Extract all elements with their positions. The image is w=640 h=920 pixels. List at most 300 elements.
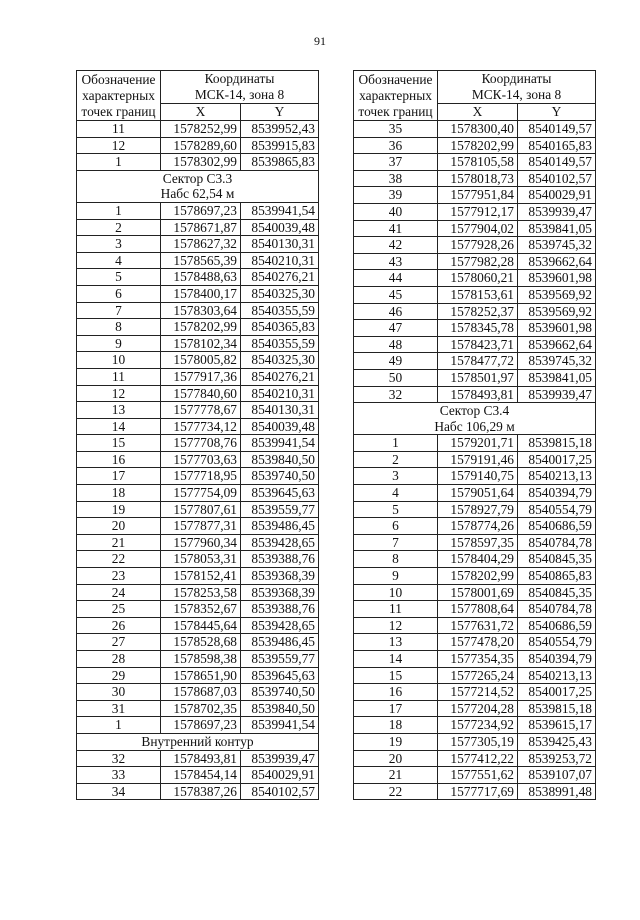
point-number: 1: [77, 154, 161, 171]
x-coordinate: 1578597,35: [438, 534, 518, 551]
y-coordinate: 8539601,98: [518, 320, 596, 337]
y-coordinate: 8540213,13: [518, 667, 596, 684]
table-row: [77, 551, 319, 568]
table-row: [354, 634, 596, 651]
point-number: 49: [354, 353, 438, 370]
section-line: Набс 106,29 м: [434, 418, 515, 434]
table-row: [77, 783, 319, 800]
point-number: 2: [77, 219, 161, 236]
table-row: [77, 418, 319, 435]
y-header: Y: [241, 104, 319, 121]
point-number: 25: [77, 601, 161, 618]
point-number: 45: [354, 286, 438, 303]
table-row: [354, 518, 596, 535]
x-coordinate: 1577478,20: [438, 634, 518, 651]
point-number: 43: [354, 253, 438, 270]
section-line: Набс 62,54 м: [160, 186, 235, 202]
table-row: [354, 617, 596, 634]
table-row: [77, 684, 319, 701]
table-row: [77, 468, 319, 485]
table-row: [77, 518, 319, 535]
point-number: 17: [77, 468, 161, 485]
section-line: Внутренний контур: [141, 733, 254, 749]
point-number: 7: [354, 534, 438, 551]
point-number: 15: [77, 435, 161, 452]
point-number: 29: [77, 667, 161, 684]
y-coordinate: 8540784,78: [518, 534, 596, 551]
x-coordinate: 1578697,23: [161, 717, 241, 734]
x-coordinate: 1578697,23: [161, 202, 241, 219]
y-coordinate: 8540865,83: [518, 568, 596, 585]
point-number: 4: [354, 485, 438, 502]
table-row: [77, 667, 319, 684]
x-coordinate: 1578400,17: [161, 285, 241, 302]
table-row: [354, 386, 596, 403]
table-row: [354, 154, 596, 171]
point-number: 33: [77, 767, 161, 784]
point-number: 1: [354, 435, 438, 452]
y-coordinate: 8540325,30: [241, 352, 319, 369]
x-coordinate: 1577912,17: [438, 203, 518, 220]
y-coordinate: 8539815,18: [518, 700, 596, 717]
x-coordinate: 1578253,58: [161, 584, 241, 601]
x-coordinate: 1578528,68: [161, 634, 241, 651]
table-row: [77, 335, 319, 352]
point-number: 10: [354, 584, 438, 601]
x-coordinate: 1577204,28: [438, 700, 518, 717]
x-coordinate: 1577928,26: [438, 237, 518, 254]
table-row: [354, 501, 596, 518]
header-line: Координаты: [481, 71, 552, 86]
x-coordinate: 1578493,81: [161, 750, 241, 767]
y-coordinate: 8539615,17: [518, 717, 596, 734]
y-coordinate: 8539915,83: [241, 137, 319, 154]
point-number: 31: [77, 700, 161, 717]
table-row: [77, 285, 319, 302]
x-coordinate: 1578018,73: [438, 170, 518, 187]
point-number: 30: [77, 684, 161, 701]
x-coordinate: 1578352,67: [161, 601, 241, 618]
x-coordinate: 1577982,28: [438, 253, 518, 270]
point-number: 27: [77, 634, 161, 651]
y-coordinate: 8540029,91: [241, 767, 319, 784]
table-row: [77, 534, 319, 551]
point-number: 12: [354, 617, 438, 634]
point-number: 14: [77, 418, 161, 435]
table-row: [77, 319, 319, 336]
point-number: 44: [354, 270, 438, 287]
table-row: [77, 485, 319, 502]
x-coordinate: 1578598,38: [161, 651, 241, 668]
header-line: МСК-14, зона 8: [471, 87, 562, 102]
point-number: 39: [354, 187, 438, 204]
table-row: [354, 468, 596, 485]
x-coordinate: 1578774,26: [438, 518, 518, 535]
point-number: 21: [354, 767, 438, 784]
y-coordinate: 8539662,64: [518, 336, 596, 353]
section-row: [354, 403, 596, 435]
y-coordinate: 8539840,50: [241, 700, 319, 717]
point-number: 19: [77, 501, 161, 518]
x-coordinate: 1578202,99: [438, 137, 518, 154]
header-line: Обозначение: [358, 71, 433, 87]
y-coordinate: 8540845,35: [518, 551, 596, 568]
x-header: X: [161, 104, 241, 121]
y-coordinate: 8539865,83: [241, 154, 319, 171]
y-header: Y: [518, 104, 596, 121]
point-number: 16: [77, 451, 161, 468]
y-coordinate: 8540325,30: [241, 285, 319, 302]
point-number: 50: [354, 369, 438, 386]
y-coordinate: 8539841,05: [518, 220, 596, 237]
x-coordinate: 1578053,31: [161, 551, 241, 568]
x-coordinate: 1577631,72: [438, 617, 518, 634]
y-coordinate: 8539662,64: [518, 253, 596, 270]
table-row: [354, 684, 596, 701]
y-coordinate: 8540686,59: [518, 617, 596, 634]
point-number: 8: [77, 319, 161, 336]
x-coordinate: 1579191,46: [438, 451, 518, 468]
header-line: точек границ: [358, 103, 433, 119]
x-coordinate: 1579201,71: [438, 435, 518, 452]
table-row: [354, 237, 596, 254]
y-coordinate: 8540165,83: [518, 137, 596, 154]
coordinates-table-body: [354, 71, 596, 800]
x-coordinate: 1577904,02: [438, 220, 518, 237]
y-coordinate: 8539388,76: [241, 601, 319, 618]
y-coordinate: 8540276,21: [241, 269, 319, 286]
y-coordinate: 8540149,57: [518, 121, 596, 138]
x-coordinate: 1577354,35: [438, 651, 518, 668]
x-coordinate: 1577877,31: [161, 518, 241, 535]
section-line: Сектор С3.4: [439, 403, 510, 419]
x-coordinate: 1578302,99: [161, 154, 241, 171]
table-row: [77, 750, 319, 767]
x-coordinate: 1577951,84: [438, 187, 518, 204]
table-row: [354, 767, 596, 784]
point-number: 35: [354, 121, 438, 138]
y-coordinate: 8539559,77: [241, 651, 319, 668]
header-line: Координаты: [204, 71, 275, 86]
y-coordinate: 8540210,31: [241, 252, 319, 269]
table-row: [354, 121, 596, 138]
y-coordinate: 8540276,21: [241, 368, 319, 385]
x-coordinate: 1578153,61: [438, 286, 518, 303]
y-coordinate: 8539815,18: [518, 435, 596, 452]
coordinates-table-right: [353, 70, 596, 800]
coordinates-table-left: [76, 70, 319, 800]
x-coordinate: 1578060,21: [438, 270, 518, 287]
point-designation-header: [77, 71, 161, 121]
table-row: [77, 501, 319, 518]
point-number: 36: [354, 137, 438, 154]
y-coordinate: 8539941,54: [241, 435, 319, 452]
y-coordinate: 8539569,92: [518, 286, 596, 303]
y-coordinate: 8540784,78: [518, 601, 596, 618]
point-number: 22: [354, 783, 438, 800]
x-coordinate: 1577234,92: [438, 717, 518, 734]
point-number: 3: [77, 236, 161, 253]
x-coordinate: 1579051,64: [438, 485, 518, 502]
point-number: 9: [354, 568, 438, 585]
point-number: 13: [77, 402, 161, 419]
point-number: 9: [77, 335, 161, 352]
table-row: [354, 568, 596, 585]
x-coordinate: 1578454,14: [161, 767, 241, 784]
x-coordinate: 1577734,12: [161, 418, 241, 435]
table-row: [354, 336, 596, 353]
table-row: [77, 584, 319, 601]
y-coordinate: 8539952,43: [241, 121, 319, 138]
table-row: [354, 253, 596, 270]
x-coordinate: 1577840,60: [161, 385, 241, 402]
point-number: 11: [354, 601, 438, 618]
header-line: точек границ: [81, 103, 156, 119]
section-title: [354, 403, 596, 435]
y-coordinate: 8540029,91: [518, 187, 596, 204]
table-row: [354, 733, 596, 750]
point-number: 37: [354, 154, 438, 171]
x-coordinate: 1578289,60: [161, 137, 241, 154]
table-row: [354, 203, 596, 220]
x-coordinate: 1578404,29: [438, 551, 518, 568]
point-number: 18: [354, 717, 438, 734]
y-coordinate: 8539740,50: [241, 468, 319, 485]
table-row: [354, 286, 596, 303]
header-line: Обозначение: [81, 71, 156, 87]
x-coordinate: 1577807,61: [161, 501, 241, 518]
header-line: МСК-14, зона 8: [194, 87, 285, 102]
y-coordinate: 8540039,48: [241, 418, 319, 435]
y-coordinate: 8539740,50: [241, 684, 319, 701]
point-number: 6: [354, 518, 438, 535]
point-number: 46: [354, 303, 438, 320]
y-coordinate: 8539428,65: [241, 534, 319, 551]
x-coordinate: 1578202,99: [161, 319, 241, 336]
y-coordinate: 8540102,57: [518, 170, 596, 187]
point-number: 2: [354, 451, 438, 468]
x-coordinate: 1578152,41: [161, 568, 241, 585]
table-row: [77, 634, 319, 651]
section-row: [77, 733, 319, 750]
point-number: 12: [77, 137, 161, 154]
y-coordinate: 8539253,72: [518, 750, 596, 767]
x-coordinate: 1577551,62: [438, 767, 518, 784]
y-coordinate: 8540213,13: [518, 468, 596, 485]
x-coordinate: 1578252,99: [161, 121, 241, 138]
table-row: [354, 651, 596, 668]
header-line: характерных: [359, 87, 432, 103]
table-row: [354, 551, 596, 568]
x-coordinate: 1578445,64: [161, 617, 241, 634]
y-coordinate: 8539388,76: [241, 551, 319, 568]
x-coordinate: 1578651,90: [161, 667, 241, 684]
x-coordinate: 1578927,79: [438, 501, 518, 518]
y-coordinate: 8539745,32: [518, 353, 596, 370]
y-coordinate: 8539425,43: [518, 733, 596, 750]
point-number: 16: [354, 684, 438, 701]
point-designation-header: [354, 71, 438, 121]
point-number: 11: [77, 368, 161, 385]
x-coordinate: 1578493,81: [438, 386, 518, 403]
y-coordinate: 8539428,65: [241, 617, 319, 634]
point-number: 20: [354, 750, 438, 767]
point-number: 1: [77, 717, 161, 734]
point-number: 1: [77, 202, 161, 219]
table-row: [77, 617, 319, 634]
y-coordinate: 8539841,05: [518, 369, 596, 386]
x-coordinate: 1578387,26: [161, 783, 241, 800]
point-number: 10: [77, 352, 161, 369]
header-line: характерных: [82, 87, 155, 103]
x-coordinate: 1578345,78: [438, 320, 518, 337]
point-number: 11: [77, 121, 161, 138]
x-coordinate: 1577708,76: [161, 435, 241, 452]
coordinates-table-body: [77, 71, 319, 800]
y-coordinate: 8539486,45: [241, 518, 319, 535]
table-row: [354, 137, 596, 154]
point-number: 14: [354, 651, 438, 668]
table-row: [354, 320, 596, 337]
y-coordinate: 8540686,59: [518, 518, 596, 535]
point-number: 28: [77, 651, 161, 668]
y-coordinate: 8540845,35: [518, 584, 596, 601]
point-number: 17: [354, 700, 438, 717]
x-coordinate: 1578627,32: [161, 236, 241, 253]
x-coordinate: 1577717,69: [438, 783, 518, 800]
x-coordinate: 1578488,63: [161, 269, 241, 286]
y-coordinate: 8540102,57: [241, 783, 319, 800]
y-coordinate: 8539840,50: [241, 451, 319, 468]
x-coordinate: 1577305,19: [438, 733, 518, 750]
x-coordinate: 1578005,82: [161, 352, 241, 369]
point-number: 13: [354, 634, 438, 651]
point-number: 3: [354, 468, 438, 485]
point-number: 6: [77, 285, 161, 302]
table-row: [354, 369, 596, 386]
y-coordinate: 8539939,47: [518, 386, 596, 403]
point-number: 26: [77, 617, 161, 634]
point-number: 32: [77, 750, 161, 767]
point-number: 48: [354, 336, 438, 353]
x-coordinate: 1577265,24: [438, 667, 518, 684]
table-row: [77, 700, 319, 717]
table-row: [77, 435, 319, 452]
table-row: [354, 700, 596, 717]
table-row: [77, 368, 319, 385]
x-coordinate: 1578501,97: [438, 369, 518, 386]
y-coordinate: 8539939,47: [241, 750, 319, 767]
x-coordinate: 1577718,95: [161, 468, 241, 485]
y-coordinate: 8539368,39: [241, 584, 319, 601]
table-row: [77, 219, 319, 236]
x-coordinate: 1578687,03: [161, 684, 241, 701]
table-row: [77, 154, 319, 171]
point-number: 22: [77, 551, 161, 568]
table-row: [77, 451, 319, 468]
point-number: 19: [354, 733, 438, 750]
x-coordinate: 1578300,40: [438, 121, 518, 138]
x-coordinate: 1577412,22: [438, 750, 518, 767]
point-number: 4: [77, 252, 161, 269]
table-row: [77, 302, 319, 319]
table-row: [77, 137, 319, 154]
table-row: [77, 202, 319, 219]
point-number: 38: [354, 170, 438, 187]
point-number: 18: [77, 485, 161, 502]
y-coordinate: 8540365,83: [241, 319, 319, 336]
section-title: [77, 170, 319, 202]
table-row: [354, 270, 596, 287]
point-number: 21: [77, 534, 161, 551]
table-row: [354, 783, 596, 800]
table-row: [354, 750, 596, 767]
x-coordinate: 1578477,72: [438, 353, 518, 370]
table-row: [354, 187, 596, 204]
point-number: 15: [354, 667, 438, 684]
y-coordinate: 8540394,79: [518, 651, 596, 668]
table-row: [77, 385, 319, 402]
y-coordinate: 8540130,31: [241, 402, 319, 419]
y-coordinate: 8540355,59: [241, 335, 319, 352]
table-row: [354, 584, 596, 601]
table-row: [354, 303, 596, 320]
table-row: [77, 717, 319, 734]
table-row: [77, 236, 319, 253]
x-coordinate: 1577703,63: [161, 451, 241, 468]
y-coordinate: 8539569,92: [518, 303, 596, 320]
y-coordinate: 8540394,79: [518, 485, 596, 502]
point-number: 23: [77, 568, 161, 585]
x-coordinate: 1578102,34: [161, 335, 241, 352]
coordinates-header: [161, 71, 319, 104]
y-coordinate: 8540039,48: [241, 219, 319, 236]
y-coordinate: 8539645,63: [241, 485, 319, 502]
y-coordinate: 8539601,98: [518, 270, 596, 287]
point-number: 41: [354, 220, 438, 237]
table-row: [354, 717, 596, 734]
table-row: [77, 651, 319, 668]
point-number: 47: [354, 320, 438, 337]
x-coordinate: 1578702,35: [161, 700, 241, 717]
y-coordinate: 8539941,54: [241, 202, 319, 219]
y-coordinate: 8539745,32: [518, 237, 596, 254]
x-coordinate: 1577214,52: [438, 684, 518, 701]
page-number: 91: [314, 34, 326, 48]
x-coordinate: 1577754,09: [161, 485, 241, 502]
table-row: [354, 485, 596, 502]
table-row: [77, 269, 319, 286]
y-coordinate: 8540017,25: [518, 451, 596, 468]
x-coordinate: 1579140,75: [438, 468, 518, 485]
table-row: [77, 121, 319, 138]
section-line: Сектор С3.3: [162, 170, 233, 186]
x-coordinate: 1578671,87: [161, 219, 241, 236]
x-coordinate: 1578252,37: [438, 303, 518, 320]
table-row: [77, 767, 319, 784]
table-row: [77, 252, 319, 269]
y-coordinate: 8539107,07: [518, 767, 596, 784]
point-number: 7: [77, 302, 161, 319]
y-coordinate: 8540355,59: [241, 302, 319, 319]
table-row: [354, 353, 596, 370]
point-number: 34: [77, 783, 161, 800]
point-number: 12: [77, 385, 161, 402]
x-coordinate: 1578202,99: [438, 568, 518, 585]
table-row: [354, 451, 596, 468]
table-row: [77, 352, 319, 369]
point-number: 32: [354, 386, 438, 403]
